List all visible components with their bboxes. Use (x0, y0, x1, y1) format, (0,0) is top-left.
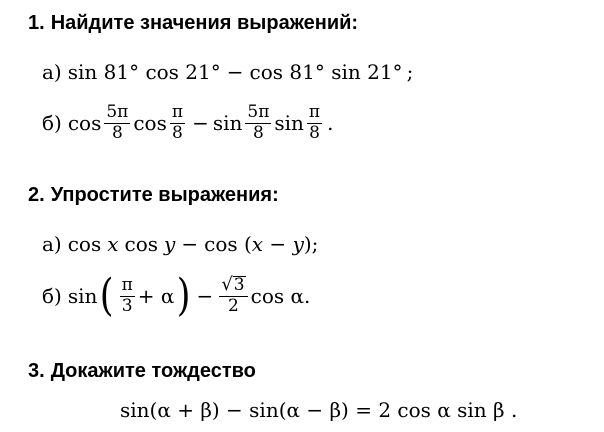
fraction-denominator: 3 (121, 295, 133, 316)
task-2-heading (28, 184, 279, 207)
variable-y: y (164, 232, 176, 256)
fraction-sqrt3-2 (219, 276, 247, 316)
task-2a-minus: − (181, 232, 199, 256)
square-root (221, 276, 245, 295)
task-2b-tail: cos α. (250, 284, 311, 308)
task-2b-minus: − (196, 284, 214, 308)
fraction-numerator: π (121, 274, 133, 295)
variable-y: y (292, 232, 304, 256)
task-1b-label: б) (42, 111, 62, 136)
task-2a-minus-2: − (263, 232, 293, 256)
task-1a-term-2: cos 81° sin 21° (249, 60, 403, 84)
task-3-heading (28, 360, 256, 383)
task-1b-end: . (327, 111, 334, 136)
fraction-denominator: 8 (172, 122, 183, 143)
radicand: 3 (233, 275, 245, 296)
task-1a-term-1: sin 81° cos 21° (67, 60, 221, 84)
task-2-number: 2. (28, 184, 45, 206)
fraction-pi-8 (307, 104, 322, 143)
task-2b-plus-alpha: + α (137, 284, 175, 308)
task-1-number: 1. (28, 12, 45, 34)
radical-sign-icon: √ (221, 274, 233, 296)
task-1b-cos-1: cos (67, 111, 102, 136)
fraction-numerator: 5π (106, 102, 129, 122)
task-1b-expression (42, 104, 333, 143)
fraction-5pi-8 (104, 104, 130, 143)
fraction-denominator: 2 (228, 296, 239, 317)
fraction-numerator: 5π (247, 102, 270, 122)
fraction-denominator: 8 (111, 122, 123, 143)
task-1b-cos-2: cos (133, 111, 167, 136)
variable-x: x (107, 232, 119, 256)
task-1b-sin-1: sin (212, 111, 243, 136)
task-1a-label: а) (42, 60, 62, 84)
task-2a-cos-3: cos ( (204, 232, 252, 256)
task-2a-label: а) (42, 232, 62, 256)
fraction-numerator: π (308, 102, 321, 122)
task-1a-end: ; (406, 60, 414, 84)
task-2b-label: б) (42, 284, 62, 308)
variable-x: x (251, 232, 264, 256)
fraction-numerator: π (171, 102, 184, 122)
fraction-pi-8 (170, 104, 185, 143)
task-2b-expression (42, 270, 311, 321)
task-2-title: Упростите выражения: (50, 184, 279, 206)
task-1b-minus: − (192, 111, 209, 136)
task-2a-cos-1: cos (67, 232, 102, 256)
fraction-numerator (219, 276, 247, 297)
task-3-identity (120, 398, 517, 422)
task-2b-sin: sin (67, 284, 98, 308)
task-3-number: 3. (28, 360, 45, 382)
fraction-5pi-8 (245, 104, 271, 143)
left-parenthesis: ( (100, 270, 114, 321)
task-2a-expression (42, 232, 318, 256)
task-1-title: Найдите значения выражений: (50, 12, 359, 34)
task-1b-sin-2: sin (274, 111, 304, 136)
fraction-pi-3 (120, 274, 135, 316)
fraction-denominator: 8 (309, 122, 320, 143)
task-2a-end: ); (303, 232, 319, 256)
task-3-title: Докажите тождество (50, 360, 256, 382)
identity-text: sin(α + β) − sin(α − β) = 2 cos α sin β . (120, 398, 518, 422)
task-2a-cos-2: cos (124, 232, 159, 256)
task-1-heading (28, 12, 358, 35)
fraction-denominator: 8 (252, 122, 264, 143)
task-1a-expression (42, 60, 413, 84)
right-parenthesis: ) (177, 270, 191, 321)
task-1a-minus: − (226, 60, 244, 84)
